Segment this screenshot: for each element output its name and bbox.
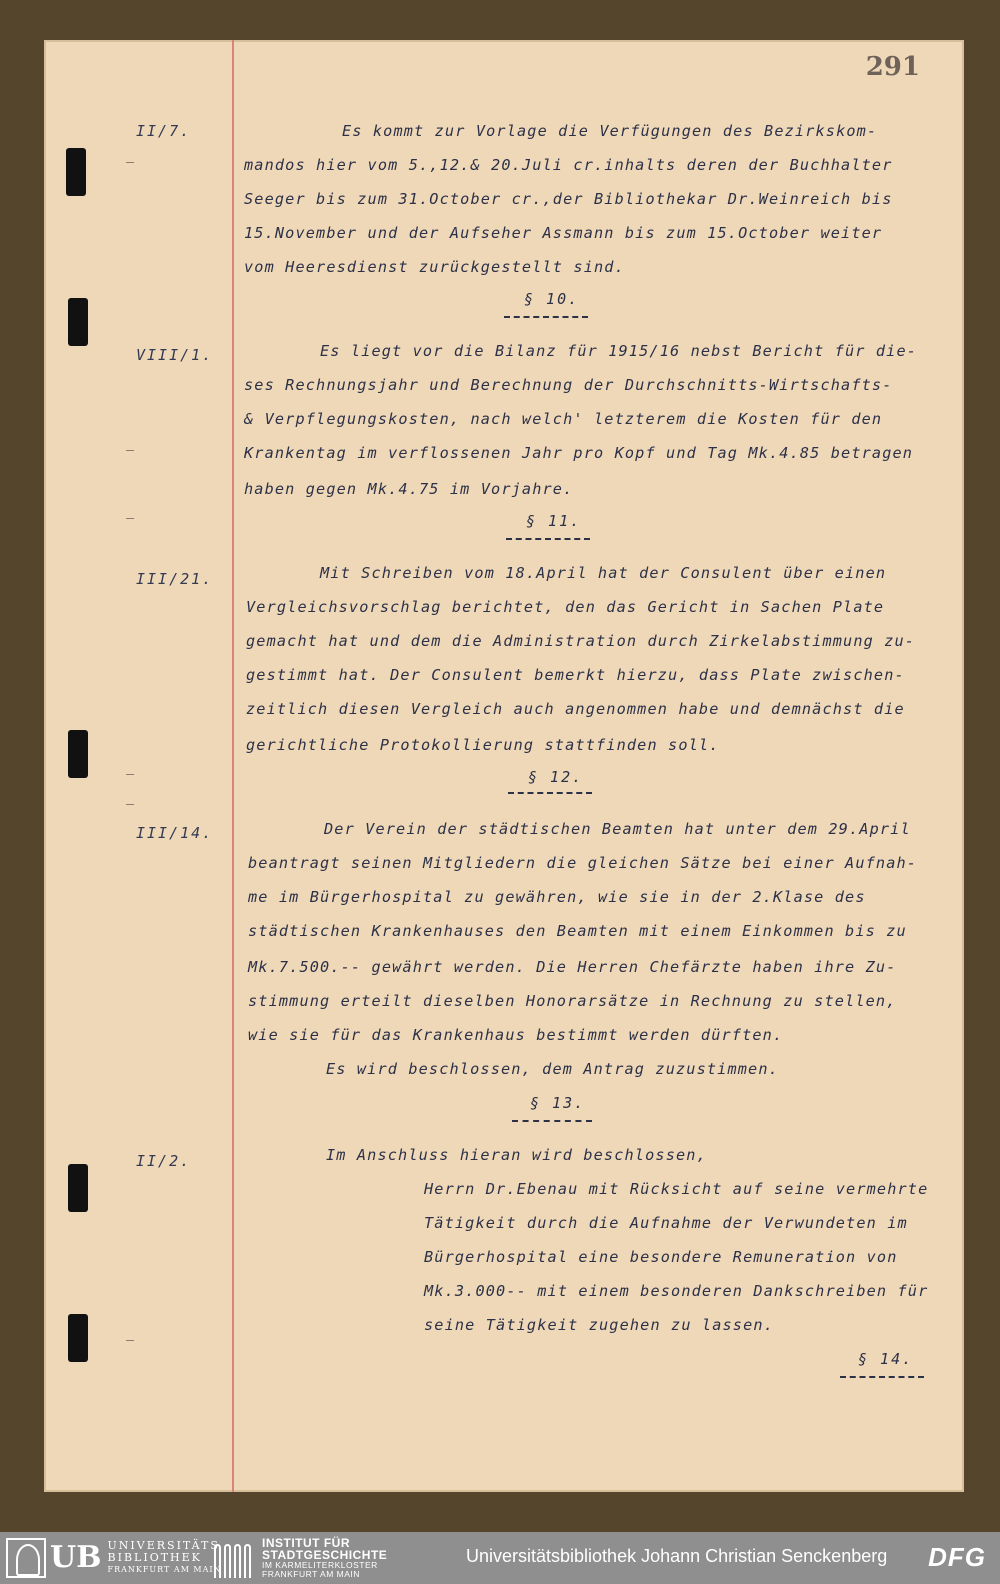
text-line: Mit Schreiben vom 18.April hat der Consulent über einen (320, 564, 887, 582)
arches-icon (214, 1538, 254, 1578)
text-line: beantragt seinen Mitgliedern die gleichen Sätze bei einer Aufnah- (248, 854, 918, 872)
ub-line: BIBLIOTHEK (107, 1551, 202, 1564)
text-line: Mk.7.500.-- gewährt werden. Die Herren Chefärzte haben ihre Zu- (248, 958, 897, 976)
text-line: gerichtliche Protokollierung stattfinden soll. (246, 736, 720, 754)
text-line: Es wird beschlossen, dem Antrag zuzustimmen. (326, 1060, 779, 1078)
ub-logo-text (108, 1540, 222, 1576)
ub-mark: UB (50, 1540, 102, 1575)
isg-line: FRANKFURT AM MAIN (262, 1569, 360, 1579)
margin-tick (126, 450, 134, 451)
section-number: § 14. (858, 1350, 914, 1368)
document-page (44, 40, 964, 1492)
section-rule (508, 792, 592, 794)
entry-reference: III/14. (136, 824, 214, 842)
text-line: mandos hier vom 5.,12.& 20.Juli cr.inhalts deren der Buchhalter (244, 156, 893, 174)
isg-logo[interactable] (214, 1538, 387, 1578)
text-line: haben gegen Mk.4.75 im Vorjahre. (244, 480, 574, 498)
text-line: Seeger bis zum 31.October cr.,der Bibliothekar Dr.Weinreich bis (244, 190, 893, 208)
margin-line (232, 40, 234, 1492)
text-line: me im Bürgerhospital zu gewähren, wie sie in der 2.Klase des (248, 888, 866, 906)
page-number: 291 (865, 52, 920, 82)
text-line: seine Tätigkeit zugehen zu lassen. (424, 1316, 774, 1334)
text-line: gemacht hat und dem die Administration durch Zirkelabstimmung zu- (246, 632, 916, 650)
footer-bar (0, 1532, 1000, 1584)
punch-hole (68, 1164, 88, 1212)
section-number: § 11. (526, 512, 582, 530)
ub-emblem-icon (6, 1538, 46, 1578)
isg-line: STADTGESCHICHTE (262, 1548, 388, 1562)
section-number: § 12. (528, 768, 584, 786)
section-rule (506, 538, 590, 540)
text-line: Herrn Dr.Ebenau mit Rücksicht auf seine vermehrte (424, 1180, 929, 1198)
text-line: Tätigkeit durch die Aufnahme der Verwundeten im (424, 1214, 908, 1232)
entry-reference: VIII/1. (136, 346, 214, 364)
text-line: städtischen Krankenhauses den Beamten mit einem Einkommen bis zu (248, 922, 907, 940)
section-rule (840, 1376, 924, 1378)
section-rule (512, 1120, 592, 1122)
punch-hole (68, 298, 88, 346)
punch-hole (66, 148, 86, 196)
margin-tick (126, 804, 134, 805)
isg-logo-text (262, 1537, 387, 1579)
text-line: 15.November und der Aufseher Assmann bis zum 15.October weiter (244, 224, 883, 242)
text-line: wie sie für das Krankenhaus bestimmt werden dürften. (248, 1026, 784, 1044)
text-line: Es kommt zur Vorlage die Verfügungen des Bezirkskom- (342, 122, 878, 140)
isg-line: INSTITUT FÜR (262, 1536, 350, 1550)
section-number: § 10. (524, 290, 580, 308)
punch-hole (68, 1314, 88, 1362)
margin-tick (126, 518, 134, 519)
punch-hole (68, 730, 88, 778)
margin-tick (126, 162, 134, 163)
dfg-logo[interactable]: DFG (928, 1542, 986, 1572)
text-line: zeitlich diesen Vergleich auch angenommen habe und demnächst die (246, 700, 905, 718)
text-line: Vergleichsvorschlag berichtet, den das Gericht in Sachen Plate (246, 598, 885, 616)
section-rule (504, 316, 588, 318)
section-number: § 13. (530, 1094, 586, 1112)
text-line: Krankentag im verflossenen Jahr pro Kopf und Tag Mk.4.85 betragen (244, 444, 914, 462)
text-line: Bürgerhospital eine besondere Remuneration von (424, 1248, 898, 1266)
isg-line: IM KARMELITERKLOSTER (262, 1560, 378, 1570)
text-line: & Verpflegungskosten, nach welch' letzterem die Kosten für den (244, 410, 883, 428)
text-line: vom Heeresdienst zurückgestellt sind. (244, 258, 625, 276)
ub-line: FRANKFURT AM MAIN (107, 1565, 222, 1574)
text-line: Im Anschluss hieran wird beschlossen, (326, 1146, 707, 1164)
ub-logo[interactable] (6, 1538, 222, 1578)
margin-tick (126, 1340, 134, 1341)
text-line: ses Rechnungsjahr und Berechnung der Durchschnitts-Wirtschafts- (244, 376, 893, 394)
entry-reference: III/21. (136, 570, 214, 588)
ub-line: UNIVERSITÄTS (107, 1539, 220, 1552)
text-line: stimmung erteilt dieselben Honorarsätze in Rechnung zu stellen, (248, 992, 897, 1010)
text-line: Der Verein der städtischen Beamten hat unter dem 29.April (324, 820, 911, 838)
margin-tick (126, 774, 134, 775)
entry-reference: II/7. (136, 122, 192, 140)
text-line: Es liegt vor die Bilanz für 1915/16 nebst Bericht für die- (320, 342, 918, 360)
footer-title[interactable]: Universitätsbibliothek Johann Christian Senckenberg (466, 1546, 888, 1566)
entry-reference: II/2. (136, 1152, 192, 1170)
text-line: Mk.3.000-- mit einem besonderen Dankschreiben für (424, 1282, 929, 1300)
text-line: gestimmt hat. Der Consulent bemerkt hierzu, dass Plate zwischen- (246, 666, 905, 684)
